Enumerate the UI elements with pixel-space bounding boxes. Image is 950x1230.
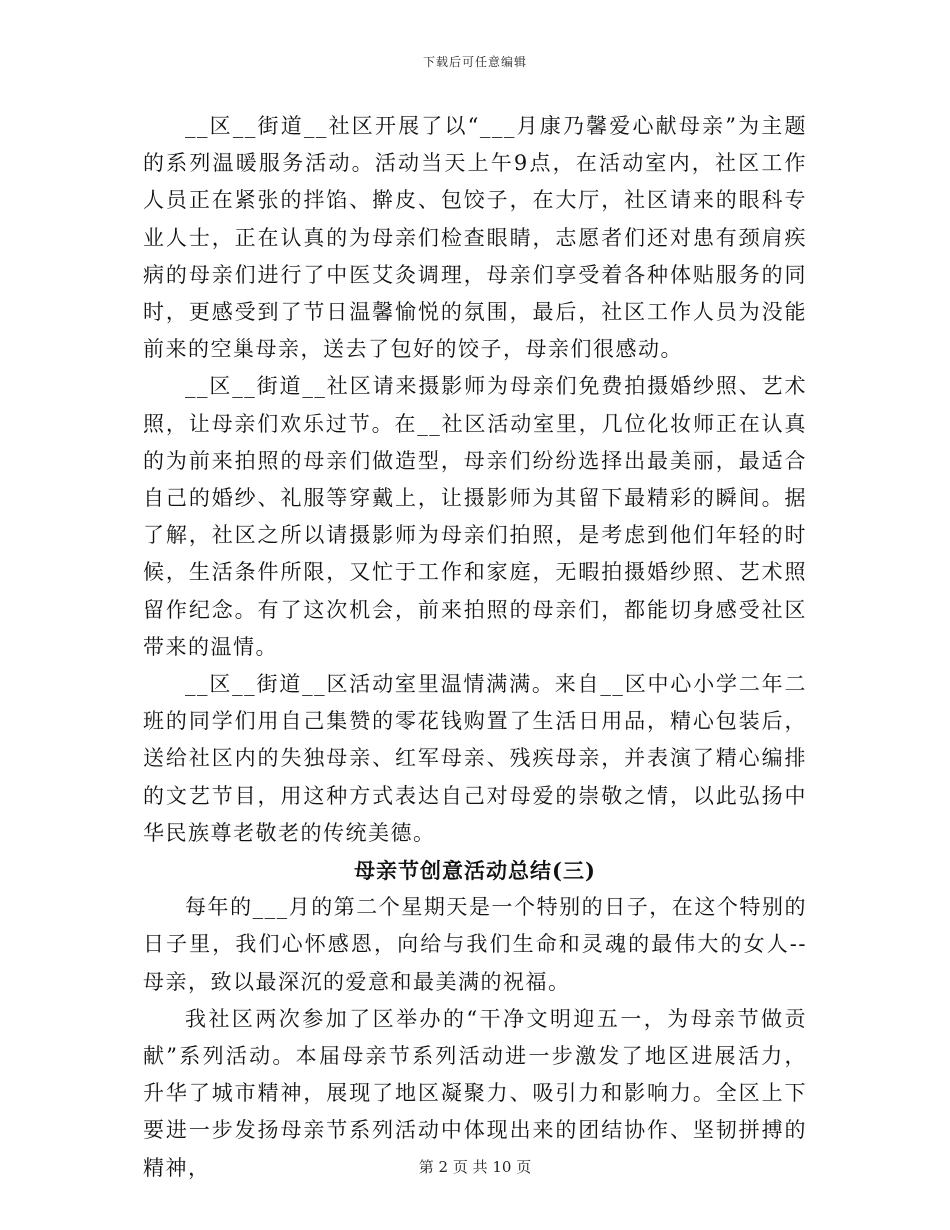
page-number: 第 2 页 共 10 页: [418, 1158, 532, 1176]
section-paragraph: 每年的___月的第二个星期天是一个特别的日子，在这个特别的日子里，我们心怀感恩，向给与我们生命和灵魂的最伟大的女人--母亲，致以最深沉的爱意和最美满的祝福。: [143, 895, 807, 994]
body-paragraph: __区__街道__社区开展了以“___月康乃馨爱心献母亲”为主题的系列温暖服务活动。活动当天上午9点，在活动室内，社区工作人员正在紧张的拌馅、擀皮、包饺子，在大厅，社区请来的眼科专业人士，正在认真的为母亲们检查眼睛，志愿者们还对患有颈肩疾病的母亲们进行了中医艾灸调理，母亲们享受着各种体贴服务的同时，更感受到了节日温馨愉悦的氛围，最后，社区工作人员为没能前来的空巢母亲，送去了包好的饺子，母亲们很感动。: [143, 114, 807, 362]
body-paragraph: __区__街道__社区请来摄影师为母亲们免费拍摄婚纱照、艺术照，让母亲们欢乐过节。在__社区活动室里，几位化妆师正在认真的为前来拍照的母亲们做造型，母亲们纷纷选择出最美丽，最适合自己的婚纱、礼服等穿戴上，让摄影师为其留下最精彩的瞬间。据了解，社区之所以请摄影师为母亲们拍照，是考虑到他们年轻的时候，生活条件所限，又忙于工作和家庭，无暇拍摄婚纱照、艺术照留作纪念。有了这次机会，前来拍照的母亲们，都能切身感受社区带来的温情。: [143, 374, 807, 659]
section-title: 母亲节创意活动总结(三): [354, 858, 596, 884]
section-paragraph: 我社区两次参加了区举办的“干净文明迎五一，为母亲节做贡献”系列活动。本届母亲节系列活动进一步激发了地区进展活力，升华了城市精神，展现了地区凝聚力、吸引力和影响力。全区上下要进一步发扬母亲节系列活动中体现出来的团结协作、坚韧拼搏的精神，: [143, 1006, 807, 1180]
body-paragraph: __区__街道__区活动室里温情满满。来自__区中心小学二年二班的同学们用自己集赞的零花钱购置了生活日用品，精心包装后，送给社区内的失独母亲、红军母亲、残疾母亲，并表演了精心编排的文艺节目，用这种方式表达自己对母爱的崇敬之情，以此弘扬中华民族尊老敬老的传统美德。: [143, 672, 807, 845]
page-header: 下载后可任意编辑: [422, 55, 527, 69]
document-body: [143, 108, 807, 1187]
